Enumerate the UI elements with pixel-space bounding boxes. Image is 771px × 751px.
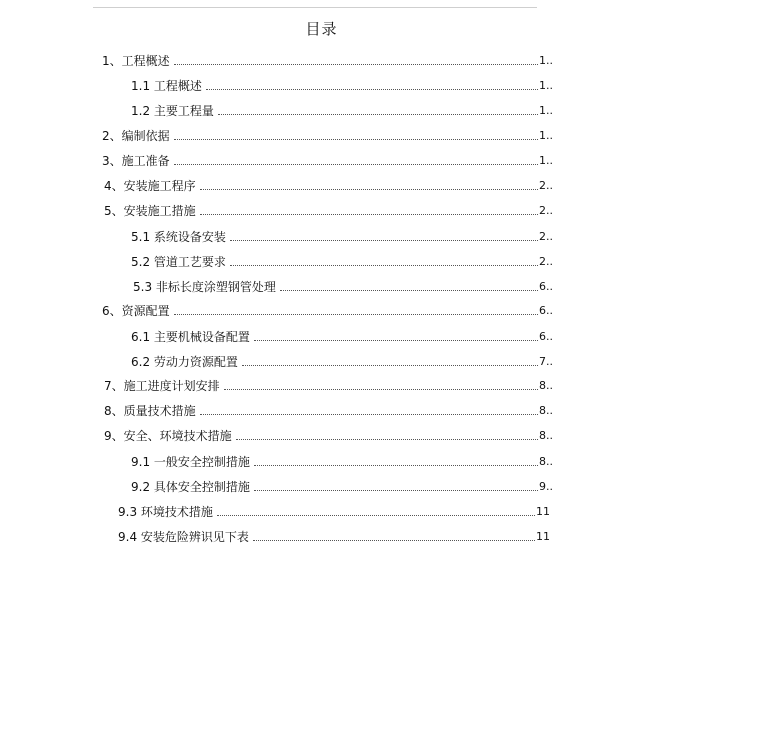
toc-leader-dots (253, 540, 535, 541)
toc-entry-page: 2.. (539, 179, 553, 192)
toc-entry-label: 6、资源配置 (102, 304, 170, 318)
toc-entry-5-3[interactable] (133, 278, 553, 294)
toc-entry-page: 1.. (539, 129, 553, 142)
toc-leader-dots (236, 439, 538, 440)
toc-entry-label: 6.1 主要机械设备配置 (131, 330, 250, 344)
toc-entry-6-2[interactable] (131, 353, 553, 369)
toc-entry-page: 1.. (539, 154, 553, 167)
toc-entry-3[interactable] (102, 152, 553, 168)
toc-leader-dots (242, 365, 538, 366)
toc-entry-1-1[interactable] (131, 77, 553, 93)
toc-entry-label: 9.4 安装危险辨识见下表 (118, 530, 249, 544)
toc-entry-9[interactable] (104, 427, 553, 443)
toc-entry-page: 9.. (539, 480, 553, 493)
toc-leader-dots (224, 389, 538, 390)
toc-entry-1[interactable] (102, 52, 553, 68)
toc-entry-page: 1.. (539, 79, 553, 92)
toc-entry-page: 11 (536, 530, 550, 543)
toc-entry-label: 5.3 非标长度涂塑钢管处理 (133, 280, 276, 294)
toc-entry-label: 1、工程概述 (102, 54, 170, 68)
toc-entry-label: 4、安装施工程序 (104, 179, 196, 193)
toc-entry-page: 6.. (539, 304, 553, 317)
toc-entry-page: 6.. (539, 330, 553, 343)
toc-entry-page: 2.. (539, 230, 553, 243)
toc-entry-page: 11 (536, 505, 550, 518)
toc-entry-9-2[interactable] (131, 478, 553, 494)
toc-leader-dots (230, 240, 538, 241)
toc-entry-label: 9、安全、环境技术措施 (104, 429, 232, 443)
toc-entry-label: 8、质量技术措施 (104, 404, 196, 418)
toc-entry-page: 1.. (539, 104, 553, 117)
toc-entry-7[interactable] (104, 377, 553, 393)
toc-entry-label: 5.1 系统设备安装 (131, 230, 226, 244)
toc-entry-5[interactable] (104, 202, 553, 218)
toc-entry-9-3[interactable] (118, 503, 550, 519)
toc-entry-6-1[interactable] (131, 328, 553, 344)
toc-leader-dots (200, 214, 538, 215)
toc-entry-label: 3、施工准备 (102, 154, 170, 168)
toc-entry-5-2[interactable] (131, 253, 553, 269)
toc-entry-label: 1.2 主要工程量 (131, 104, 214, 118)
toc-entry-2[interactable] (102, 127, 553, 143)
toc-entry-1-2[interactable] (131, 102, 553, 118)
toc-leader-dots (200, 189, 538, 190)
toc-entry-page: 2.. (539, 255, 553, 268)
toc-leader-dots (200, 414, 538, 415)
toc-entry-4[interactable] (104, 177, 553, 193)
document-title: 目录 (305, 20, 338, 38)
toc-entry-9-1[interactable] (131, 453, 553, 469)
toc-leader-dots (174, 64, 538, 65)
toc-entry-page: 6.. (539, 280, 553, 293)
toc-entry-page: 8.. (539, 429, 553, 442)
toc-entry-8[interactable] (104, 402, 553, 418)
toc-entry-5-1[interactable] (131, 228, 553, 244)
toc-entry-label: 2、编制依据 (102, 129, 170, 143)
toc-leader-dots (218, 114, 538, 115)
toc-entry-label: 1.1 工程概述 (131, 79, 202, 93)
toc-leader-dots (230, 265, 538, 266)
toc-entry-page: 2.. (539, 204, 553, 217)
toc-entry-page: 8.. (539, 404, 553, 417)
toc-leader-dots (206, 89, 538, 90)
toc-leader-dots (280, 290, 538, 291)
toc-leader-dots (254, 490, 538, 491)
toc-leader-dots (174, 139, 538, 140)
toc-entry-label: 5.2 管道工艺要求 (131, 255, 226, 269)
toc-entry-label: 7、施工进度计划安排 (104, 379, 220, 393)
toc-entry-label: 9.2 具体安全控制措施 (131, 480, 250, 494)
toc-entry-6[interactable] (102, 302, 553, 318)
toc-leader-dots (217, 515, 535, 516)
toc-leader-dots (254, 465, 538, 466)
toc-leader-dots (174, 164, 538, 165)
toc-entry-page: 7.. (539, 355, 553, 368)
toc-entry-label: 9.3 环境技术措施 (118, 505, 213, 519)
toc-entry-9-4[interactable] (118, 528, 550, 544)
toc-entry-page: 8.. (539, 455, 553, 468)
toc-entry-label: 9.1 一般安全控制措施 (131, 455, 250, 469)
toc-entry-page: 8.. (539, 379, 553, 392)
toc-leader-dots (254, 340, 538, 341)
toc-entry-page: 1.. (539, 54, 553, 67)
toc-entry-label: 5、安装施工措施 (104, 204, 196, 218)
toc-leader-dots (174, 314, 538, 315)
toc-entry-label: 6.2 劳动力资源配置 (131, 355, 238, 369)
